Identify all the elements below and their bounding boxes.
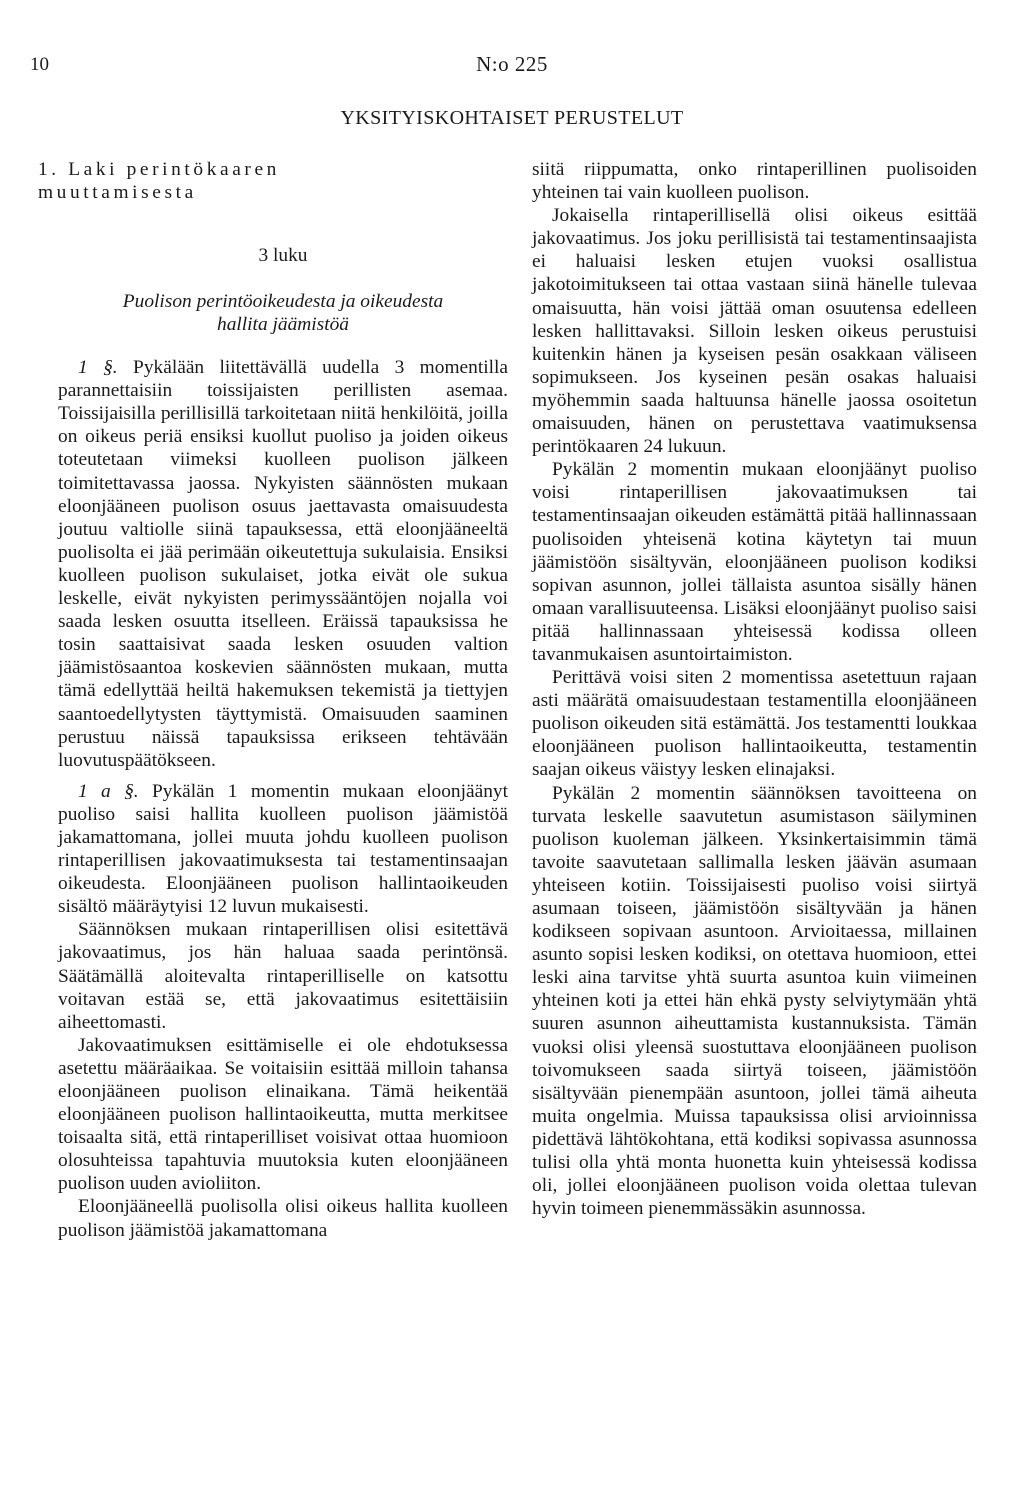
- paragraph: Jakovaatimuksen esittämiselle ei ole ehdotuksessa asetettu määräaikaa. Se voitaisiin esittää milloin tahansa eloonjääneen puolison elinaikana. Tämä heikentää eloonjääneen puolison hallintaoikeutta, mutta merkitsee toisaalta sitä, että rintaperilliset voisivat ottaa huomioon olosuhteissa tapahtuvia muutoksia kuten eloonjääneen puolison uuden avioliiton.: [58, 1034, 508, 1195]
- section-mark: 1 a §.: [78, 780, 139, 802]
- paragraph: Pykälän 2 momentin säännöksen tavoitteena on turvata leskelle saavutetun asumistason säilyminen puolison kuoleman jälkeen. Yksinkertaisimmin tämä tavoite saavutetaan sallimalla lesken jäävän asumaan yhteiseen kotiin. Toissijaisesti puoliso voisi siirtyä asumaan toiseen, jäämistöön sisältyvään ja hänen kodikseen sopivaan asuntoon. Arvioitaessa, millainen asunto sopisi lesken kodiksi, on otettava huomioon, ettei leski aina tarvitse yhtä suurta asuntoa kuin viimeinen yhteinen koti ja ettei hän ehkä pysty selviytymään yhtä suuren asunnon aiheuttamista kustannuksista. Tämän vuoksi olisi yleensä suostuttava eloonjääneen puolison toivomukseen saada siirtyä toiseen, jäämistöön sisältyvään pienempään asuntoon, jollei tämä aiheuta muita ongelmia. Muissa tapauksissa olisi arvioinnissa pidettävä lähtökohtana, että kodiksi sopivassa asunnossa tulisi olla yhtä monta huonetta kuin yhteisessä kodissa oli, jollei eloonjääneen puolison voida olettaa tulevan hyvin toimeen pienemmässäkin asunnossa.: [532, 782, 977, 1220]
- chapter-title-line: hallita jäämistöä: [217, 314, 349, 336]
- paragraph: Pykälän 2 momentin mukaan eloonjäänyt puoliso voisi rintaperillisen jakovaatimuksen tai testamentinsaajan oikeuden estämättä pitää hallinnassaan puolisoiden yhteisenä kotina käytetyn tai muun jäämistöön sisältyvän, eloonjääneen puolison kodiksi sopivan asunnon, jollei tällaista asuntoa sisälly hänen omaan varallisuuteensa. Lisäksi eloonjäänyt puoliso saisi pitää hallinnassaan yhteisessä kodissa olleen tavanmukaisen asuntoirtaimiston.: [532, 459, 977, 665]
- paragraph: Jokaisella rintaperillisellä olisi oikeus esittää jakovaatimus. Jos joku perillisistä tai testamentinsaajista ei haluaisi lesken etujen vuoksi osallistua jakotoimitukseen tai ottaa vastaan siinä hänelle tulevaa omaisuutta, hän voisi jättää oman osuutensa edelleen lesken hallittavaksi. Silloin lesken oikeus perustuisi kuitenkin hänen ja kyseisen pesän osakkaan väliseen sopimukseen. Jos kyseinen pesän osakas haluaisi myöhemmin saada haltuunsa hänelle jaossa osoitetun omaisuuden, hänen on perustettava vaatimuksensa perintökaaren 24 lukuun.: [532, 205, 977, 458]
- law-title-line: muuttamisesta: [38, 182, 197, 203]
- paragraph: siitä riippumatta, onko rintaperillinen puolisoiden yhteinen tai vain kuolleen puolison.: [532, 159, 977, 204]
- right-column: [532, 158, 977, 1220]
- paragraph-text: Pykälän 1 momentin mukaan eloonjäänyt puoliso saisi hallita kuolleen puolison jäämistöä jakamattomana, jollei muuta johdu kuolleen puolison rintaperillisen jakovaatimuksesta tai testamentinsaajan oikeudesta. Eloonjääneen puolison hallintaoikeuden sisältö määräytyisi 12 luvun mukaisesti.: [58, 780, 508, 918]
- paragraph: Perittävä voisi siten 2 momentissa asetettuun rajaan asti määrätä omaisuudestaan testamentilla eloonjääneen puolison oikeuden sitä estämättä. Jos testamentti loukkaa eloonjääneen puolison hallintaoikeutta, testamentin saajan oikeus väistyy lesken elinajaksi.: [532, 667, 977, 781]
- document-number: N:o 225: [476, 52, 548, 76]
- page-number: 10: [30, 54, 49, 75]
- paragraph: [58, 356, 508, 772]
- left-column: [38, 158, 508, 1242]
- paragraph-text: Pykälään liitettävällä uudella 3 momentilla parannettaisiin toissijaisten perillisten asemaa. Toissijaisilla perillisillä tarkoitetaan niitä henkilöitä, joilla on oikeus periä ensiksi kuollut puoliso ja joiden oikeus toteutetaan viimeksi kuolleen puolison jälkeen toimitettavassa jaossa. Nykyisten säännösten mukaan eloonjääneen puolison osuus jaettavasta omaisuudesta joutuu valtiolle siinä tapauksessa, että eloonjääneeltä puolisolta ei jää perimään oikeutettuja sukulaisia. Ensiksi kuolleen puolison sukulaiset, jotka eivät ole sukua leskelle, eivät nykyisten perimyssääntöjen nojalla voi saada lesken osuutta itselleen. Eräissä tapauksissa he tosin saattaisivat saada lesken osuuden valtion jäämistösaantoa koskevien säännösten mukaan, mutta tämä edellyttää heiltä hakemuksen tekemistä ja tiettyjen saantoedellytysten täyttymistä. Omaisuuden saaminen perustuu näissä tapauksissa erikseen tehtävään luovutuspäätökseen.: [58, 357, 508, 771]
- chapter-title: [58, 290, 508, 336]
- paragraph: Eloonjääneellä puolisolla olisi oikeus hallita kuolleen puolison jäämistöä jakamattomana: [58, 1196, 508, 1241]
- law-title-line: 1. Laki perintökaaren: [38, 159, 280, 180]
- section-heading: YKSITYISKOHTAISET PERUSTELUT: [340, 107, 684, 129]
- chapter-title-line: Puolison perintöoikeudesta ja oikeudesta: [122, 291, 444, 313]
- paragraph: Säännöksen mukaan rintaperillisen olisi esitettävä jakovaatimus, jos hän haluaa saada perintönsä. Säätämällä aloitevalta rintaperilliselle on katsottu voitavan estää se, että jakovaatimus esitettäisiin aiheettomasti.: [58, 919, 508, 1033]
- paragraph: [58, 780, 508, 919]
- chapter-label: 3 luku: [258, 245, 308, 266]
- law-title: [38, 158, 508, 204]
- section-mark: 1 §.: [78, 357, 118, 379]
